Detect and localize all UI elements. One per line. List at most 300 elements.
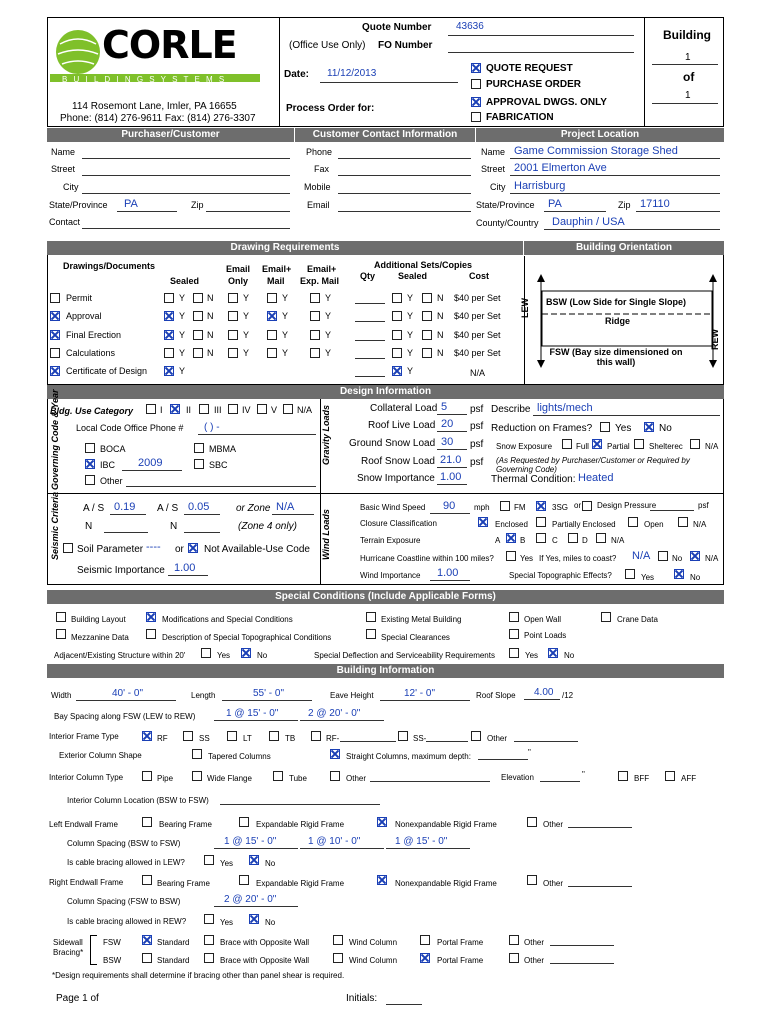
sidewall-fsw-label: FSW (103, 938, 121, 947)
enclosed-checkbox[interactable] (478, 517, 488, 527)
building-number[interactable]: 1 (685, 52, 691, 63)
cable-rew-yes-checkbox[interactable] (204, 914, 214, 924)
design-header: Design Information (47, 385, 724, 399)
tube-label: Tube (289, 774, 307, 783)
bff-label: BFF (634, 774, 650, 783)
modifications-label: Modifications and Special Conditions (162, 615, 293, 624)
frame-rfdash-checkbox[interactable] (311, 731, 321, 741)
wind-speed-value[interactable]: 90 (443, 500, 456, 512)
calc-sealed-n[interactable] (193, 348, 203, 358)
col-spacing-fsw-label: Column Spacing (FSW to BSW) (67, 897, 181, 906)
cert-qty[interactable] (355, 376, 385, 377)
open-checkbox[interactable] (628, 517, 638, 527)
ibc-label: IBC (100, 460, 116, 470)
cable-lew-no-checkbox[interactable] (249, 855, 259, 865)
office-use-label: (Office Use Only) (289, 40, 366, 51)
or-label: or (175, 544, 184, 555)
cat-i-checkbox[interactable] (146, 404, 156, 414)
project-street-value[interactable]: 2001 Elmerton Ave (514, 162, 607, 174)
asg-checkbox[interactable] (536, 501, 546, 511)
contact-email-field[interactable] (338, 211, 471, 212)
bsw-portal-label: Portal Frame (437, 956, 484, 965)
partially-enclosed-checkbox[interactable] (536, 517, 546, 527)
terrain-c-checkbox[interactable] (536, 533, 546, 543)
bff-checkbox[interactable] (618, 771, 628, 781)
bsw-portal-checkbox[interactable] (420, 953, 430, 963)
calc-add-n[interactable] (422, 348, 432, 358)
length-label: Length (191, 691, 216, 700)
length-value[interactable]: 55' - 0" (253, 688, 285, 699)
approval-label: Approval (66, 311, 102, 321)
frame-type-label: Interior Frame Type (49, 732, 119, 741)
col-email-mail: Email+ (262, 264, 292, 274)
fsw-other-checkbox[interactable] (509, 935, 519, 945)
exposure-na-checkbox[interactable] (690, 439, 700, 449)
y-label: Y (407, 293, 414, 303)
clearances-checkbox[interactable] (366, 629, 376, 639)
purchaser-contact-label: Contact (49, 217, 81, 227)
sealed2-label: Sealed (398, 271, 428, 281)
permit-sealed-y[interactable] (164, 293, 174, 303)
calc-email-y[interactable] (228, 348, 238, 358)
calc-add-y[interactable] (392, 348, 402, 358)
permit-checkbox[interactable] (50, 293, 60, 303)
snow-importance-label: Snow Importance (357, 473, 435, 484)
partially-enclosed-label: Partially Enclosed (552, 520, 616, 529)
cable-lew-yes-checkbox[interactable] (204, 855, 214, 865)
purchaser-city-field[interactable] (82, 193, 290, 194)
lew-other-checkbox[interactable] (527, 817, 537, 827)
bsw-brace-opp-checkbox[interactable] (204, 953, 214, 963)
final-mail-y[interactable] (267, 330, 277, 340)
adjacent-yes-checkbox[interactable] (201, 648, 211, 658)
approval-email-y[interactable] (228, 311, 238, 321)
y-label: Y (179, 311, 186, 321)
permit-sealed-n[interactable] (193, 293, 203, 303)
fo-label: FO Number (378, 40, 433, 51)
cat-ii-label: II (186, 405, 192, 415)
fabrication-label: FABRICATION (486, 112, 554, 123)
date-label: Date: (284, 69, 310, 80)
bsw-wind-col-label: Wind Column (349, 956, 398, 965)
final-erection-checkbox[interactable] (50, 330, 60, 340)
project-city-value[interactable]: Harrisburg (514, 180, 566, 192)
purchase-order-checkbox[interactable] (471, 79, 481, 89)
adjacent-no-label: No (257, 651, 268, 660)
purchaser-state-value[interactable]: PA (124, 198, 138, 210)
calc-sealed-y[interactable] (164, 348, 174, 358)
eave-value[interactable]: 12' - 0" (404, 688, 436, 699)
purchaser-zip-field[interactable] (206, 211, 290, 212)
col-only: Only (228, 276, 249, 286)
cat-ii-checkbox[interactable] (170, 404, 180, 414)
describe-value[interactable]: lights/mech (537, 402, 593, 414)
contact-header: Customer Contact Information (295, 128, 475, 142)
calculations-checkbox[interactable] (50, 348, 60, 358)
ext-col-label: Exterior Column Shape (59, 751, 142, 760)
col-exp-mail: Exp. Mail (300, 276, 340, 286)
certificate-label: Certificate of Design (66, 366, 148, 376)
roof-slope-value[interactable]: 4.00 (534, 687, 554, 698)
frame-ss-checkbox[interactable] (183, 731, 193, 741)
permit-add-n[interactable] (422, 293, 432, 303)
permit-qty[interactable] (355, 303, 385, 304)
y-label: Y (325, 293, 332, 303)
contact-mobile-field[interactable] (338, 193, 471, 194)
project-state-value[interactable]: PA (548, 198, 562, 210)
y-label: Y (407, 330, 414, 340)
bracing-note: *Design requirements shall determine if bracing other than panel shear is required. (52, 971, 345, 980)
frame-lt-checkbox[interactable] (227, 731, 237, 741)
y-label: Y (179, 366, 186, 376)
purchaser-street-field[interactable] (82, 175, 290, 176)
date-value[interactable]: 11/12/2013 (327, 68, 377, 79)
rew-bearing-checkbox[interactable] (142, 875, 152, 885)
roof-live-value[interactable]: 20 (441, 418, 454, 430)
purchaser-contact-field[interactable] (82, 228, 290, 229)
wide-flange-label: Wide Flange (207, 774, 252, 783)
contact-phone-label: Phone (306, 147, 333, 157)
y-label: Y (282, 330, 289, 340)
straight-checkbox[interactable] (330, 749, 340, 759)
reduction-no-checkbox[interactable] (644, 422, 654, 432)
page-number: Page 1 of (56, 993, 99, 1004)
purchaser-name-label: Name (51, 147, 76, 157)
wind-importance-label: Wind Importance (360, 571, 421, 580)
closure-label: Closure Classification (360, 519, 437, 528)
design-pressure-checkbox[interactable] (582, 501, 592, 511)
cost-value: $40 per Set (454, 293, 501, 303)
calc-qty[interactable] (355, 358, 385, 359)
project-name-label: Name (481, 147, 506, 157)
rew-nonexpandable-checkbox[interactable] (377, 875, 387, 885)
exposure-partial-checkbox[interactable] (592, 439, 602, 449)
tapered-checkbox[interactable] (192, 749, 202, 759)
frame-ss-label: SS (199, 734, 210, 743)
hurricane-na-checkbox[interactable] (690, 551, 700, 561)
bsw-wind-col-checkbox[interactable] (333, 953, 343, 963)
final-sealed-y[interactable] (164, 330, 174, 340)
topo-yes-label: Yes (641, 573, 655, 582)
hurricane-yes-checkbox[interactable] (506, 551, 516, 561)
fsw-wind-col-label: Wind Column (349, 938, 398, 947)
fsw-brace-opp-checkbox[interactable] (204, 935, 214, 945)
cable-rew-no-checkbox[interactable] (249, 914, 259, 924)
zone4-note: (Zone 4 only) (238, 521, 297, 532)
building-layout-label: Building Layout (71, 615, 126, 624)
mezzanine-checkbox[interactable] (56, 629, 66, 639)
roof-slope-label: Roof Slope (476, 691, 516, 700)
open-wall-label: Open Wall (524, 615, 562, 624)
calc-mail-y[interactable] (267, 348, 277, 358)
final-sealed-n[interactable] (193, 330, 203, 340)
fm-checkbox[interactable] (500, 501, 510, 511)
width-value[interactable]: 40' - 0" (112, 688, 144, 699)
certificate-checkbox[interactable] (50, 366, 60, 376)
bsw-other-checkbox[interactable] (509, 953, 519, 963)
wide-flange-checkbox[interactable] (192, 771, 202, 781)
mezzanine-label: Mezzanine Data (71, 633, 129, 642)
lew-nonexpandable-checkbox[interactable] (377, 817, 387, 827)
terrain-na-checkbox[interactable] (596, 533, 606, 543)
y-label: Y (325, 330, 332, 340)
ground-snow-value[interactable]: 30 (441, 436, 454, 448)
final-add-y[interactable] (392, 330, 402, 340)
collateral-value[interactable]: 5 (441, 401, 448, 413)
thermal-label: Thermal Condition: (491, 474, 576, 485)
n-label: N (437, 311, 444, 321)
deflection-no-checkbox[interactable] (548, 648, 558, 658)
ibc-year[interactable]: 2009 (138, 457, 163, 469)
exposure-sheltered-checkbox[interactable] (634, 439, 644, 449)
y-label: Y (243, 311, 250, 321)
deflection-yes-checkbox[interactable] (509, 648, 519, 658)
ibc-checkbox[interactable] (85, 459, 95, 469)
final-exp-y[interactable] (310, 330, 320, 340)
y-label: Y (325, 311, 332, 321)
approval-add-y[interactable] (392, 311, 402, 321)
terrain-b-label: B (520, 536, 526, 545)
purchaser-name-field[interactable] (82, 158, 290, 159)
lew-other-label: Other (543, 820, 564, 829)
asg-label: 3SG (552, 503, 569, 512)
elevation-label: Elevation (501, 773, 534, 782)
purchaser-state-label: State/Province (49, 200, 108, 210)
qty-label: Qty (360, 271, 376, 281)
lew-bearing-checkbox[interactable] (142, 817, 152, 827)
permit-add-y[interactable] (392, 293, 402, 303)
design-pressure-label: Design Pressure (597, 501, 657, 510)
lew-bearing-label: Bearing Frame (159, 820, 212, 829)
y-label: Y (325, 348, 332, 358)
terrain-b-checkbox[interactable] (506, 533, 516, 543)
crane-checkbox[interactable] (601, 612, 611, 622)
cable-lew-no-label: No (265, 859, 276, 868)
approval-checkbox[interactable] (50, 311, 60, 321)
calculations-label: Calculations (66, 348, 116, 358)
fsw-label: FSW (Bay size dimensioned on this wall) (549, 347, 683, 367)
frame-other-label: Other (487, 734, 508, 743)
existing-metal-checkbox[interactable] (366, 612, 376, 622)
rew-expandable-checkbox[interactable] (239, 875, 249, 885)
open-wall-checkbox[interactable] (509, 612, 519, 622)
rew-spacing-1[interactable]: 2 @ 20' - 0" (224, 894, 277, 905)
project-county-value[interactable]: Dauphin / USA (552, 216, 625, 228)
sbc-label: SBC (209, 460, 228, 470)
quote-request-checkbox[interactable] (471, 63, 481, 73)
y-label: Y (282, 293, 289, 303)
final-qty[interactable] (355, 340, 385, 341)
lew-spacing-3[interactable]: 1 @ 15' - 0" (395, 836, 448, 847)
seismic-criteria-label: Seismic Criteria (50, 491, 60, 560)
approval-sealed-n[interactable] (193, 311, 203, 321)
bldg-cat-label: Bldg. Use Category (50, 406, 134, 416)
frame-tb-checkbox[interactable] (269, 731, 279, 741)
reduction-label: Reduction on Frames? (491, 423, 593, 434)
not-available-checkbox[interactable] (188, 543, 198, 553)
deflection-yes-label: Yes (525, 651, 539, 660)
roof-snow-value[interactable]: 21.0 (440, 454, 462, 466)
a1-value[interactable]: 0.05 (188, 501, 210, 513)
existing-metal-label: Existing Metal Building (381, 615, 462, 624)
permit-mail-y[interactable] (267, 293, 277, 303)
frame-ssdash-checkbox[interactable] (398, 731, 408, 741)
project-street-label: Street (481, 164, 506, 174)
project-city-label: City (490, 182, 506, 192)
initials-field[interactable] (386, 1004, 422, 1005)
clearances-label: Special Clearances (381, 633, 450, 642)
permit-label: Permit (66, 293, 93, 303)
point-loads-checkbox[interactable] (509, 629, 519, 639)
bsw-standard-checkbox[interactable] (142, 953, 152, 963)
boca-checkbox[interactable] (85, 443, 95, 453)
fsw-wind-col-checkbox[interactable] (333, 935, 343, 945)
col-docs: Drawings/Documents (63, 261, 156, 271)
contact-phone-field[interactable] (338, 158, 471, 159)
cert-add-y[interactable] (392, 366, 402, 376)
roof-live-label: Roof Live Load (368, 420, 436, 431)
soil-checkbox[interactable] (63, 543, 73, 553)
calc-exp-y[interactable] (310, 348, 320, 358)
frame-rf-label: RF (157, 734, 168, 743)
exposure-sheltered-label: Shelterec (649, 442, 683, 451)
terrain-d-checkbox[interactable] (568, 533, 578, 543)
exposure-partial-label: Partial (607, 442, 630, 451)
of-number[interactable]: 1 (685, 90, 691, 101)
lew-expandable-checkbox[interactable] (239, 817, 249, 827)
topo-no-checkbox[interactable] (674, 569, 684, 579)
tube-checkbox[interactable] (273, 771, 283, 781)
cat-iii-checkbox[interactable] (199, 404, 209, 414)
mph-label: mph (474, 503, 490, 512)
frame-ssdash-label: SS- (413, 734, 427, 743)
frame-rf-checkbox[interactable] (142, 731, 152, 741)
hurricane-no-checkbox[interactable] (658, 551, 668, 561)
col-email: Email (226, 264, 251, 274)
y-label: Y (282, 348, 289, 358)
approval-qty[interactable] (355, 321, 385, 322)
project-zip-value[interactable]: 17110 (640, 198, 670, 210)
cat-iv-checkbox[interactable] (228, 404, 238, 414)
modifications-checkbox[interactable] (146, 612, 156, 622)
approval-mail-y[interactable] (267, 311, 277, 321)
elevation-inch: " (582, 770, 585, 779)
rew-expandable-label: Expandable Rigid Frame (256, 879, 345, 888)
rew-other-checkbox[interactable] (527, 875, 537, 885)
y-label: Y (243, 330, 250, 340)
terrain-a-label: A (495, 536, 501, 545)
roof-snow-label: Roof Snow Load (361, 456, 435, 467)
rew-label: REW (710, 329, 720, 350)
contact-fax-field[interactable] (338, 175, 471, 176)
project-county-label: County/Country (476, 218, 539, 228)
other-code-checkbox[interactable] (85, 475, 95, 485)
or2-label: or (574, 501, 582, 510)
slope-unit: /12 (562, 691, 574, 700)
building-header: Building Information (47, 664, 724, 678)
topo-no-label: No (690, 573, 701, 582)
sbc-checkbox[interactable] (194, 459, 204, 469)
wind-importance-value[interactable]: 1.00 (437, 567, 459, 579)
bsw-brace-opp-label: Brace with Opposite Wall (220, 956, 310, 965)
as-requested-note: (As Requested by Purchaser/Customer or Required by Governing Code) (496, 456, 690, 474)
approval-exp-y[interactable] (310, 311, 320, 321)
final-erection-label: Final Erection (66, 330, 122, 340)
cable-lew-label: Is cable bracing allowed in LEW? (67, 858, 185, 867)
cert-sealed-y[interactable] (164, 366, 174, 376)
pipe-checkbox[interactable] (142, 771, 152, 781)
as-value[interactable]: 0.19 (114, 501, 136, 513)
logo-subtext: B U I L D I N G S Y S T E M S (62, 75, 227, 84)
bay-spacing-value-2[interactable]: 2 @ 20' - 0" (308, 708, 361, 719)
lew-spacing-1[interactable]: 1 @ 15' - 0" (224, 836, 277, 847)
col-email-exp: Email+ (307, 264, 337, 274)
bay-spacing-value-1[interactable]: 1 @ 15' - 0" (226, 708, 279, 719)
mbma-checkbox[interactable] (194, 443, 204, 453)
exposure-full-checkbox[interactable] (562, 439, 572, 449)
miles-value[interactable]: N/A (632, 550, 651, 562)
cat-iv-label: IV (242, 405, 251, 415)
n-label: N (207, 348, 214, 358)
desc-topo-checkbox[interactable] (146, 629, 156, 639)
int-col-other-checkbox[interactable] (330, 771, 340, 781)
reduction-yes-checkbox[interactable] (600, 422, 610, 432)
permit-exp-y[interactable] (310, 293, 320, 303)
final-email-y[interactable] (228, 330, 238, 340)
psf-label: psf (470, 404, 484, 415)
cat-na-label: N/A (297, 405, 313, 415)
closure-na-checkbox[interactable] (678, 517, 688, 527)
lew-spacing-2[interactable]: 1 @ 10' - 0" (308, 836, 361, 847)
col-spacing-bsw-label: Column Spacing (BSW to FSW) (67, 839, 181, 848)
y-label: Y (179, 293, 186, 303)
fsw-portal-checkbox[interactable] (420, 935, 430, 945)
cat-v-checkbox[interactable] (257, 404, 267, 414)
soil-value[interactable]: ---- (146, 541, 161, 553)
fsw-standard-checkbox[interactable] (142, 935, 152, 945)
quote-value[interactable]: 43636 (456, 21, 484, 32)
permit-email-y[interactable] (228, 293, 238, 303)
as-label: A / S (83, 503, 105, 514)
frame-other-checkbox[interactable] (471, 731, 481, 741)
thermal-value[interactable]: Heated (578, 472, 614, 484)
collateral-label: Collateral Load (370, 403, 438, 414)
cat-iii-label: III (214, 405, 222, 415)
n-label: N (437, 330, 444, 340)
snow-importance-value[interactable]: 1.00 (440, 471, 462, 483)
project-name-value[interactable]: Game Commission Storage Shed (514, 145, 678, 157)
exposure-full-label: Full (576, 442, 589, 451)
cat-na-checkbox[interactable] (283, 404, 293, 414)
aff-checkbox[interactable] (665, 771, 675, 781)
final-add-n[interactable] (422, 330, 432, 340)
point-loads-label: Point Loads (524, 631, 567, 640)
local-code-phone[interactable]: ( ) - (204, 422, 220, 433)
adjacent-no-checkbox[interactable] (241, 648, 251, 658)
building-layout-checkbox[interactable] (56, 612, 66, 622)
zone-value[interactable]: N/A (276, 501, 295, 513)
seismic-importance-value[interactable]: 1.00 (174, 562, 196, 574)
approval-dwgs-checkbox[interactable] (471, 97, 481, 107)
fabrication-checkbox[interactable] (471, 112, 481, 122)
cost-value: $40 per Set (454, 330, 501, 340)
other-code-label: Other (100, 476, 123, 486)
approval-sealed-y[interactable] (164, 311, 174, 321)
topo-yes-checkbox[interactable] (625, 569, 635, 579)
left-endwall-label: Left Endwall Frame (49, 820, 118, 829)
zone-label: or Zone (236, 503, 271, 514)
approval-add-n[interactable] (422, 311, 432, 321)
